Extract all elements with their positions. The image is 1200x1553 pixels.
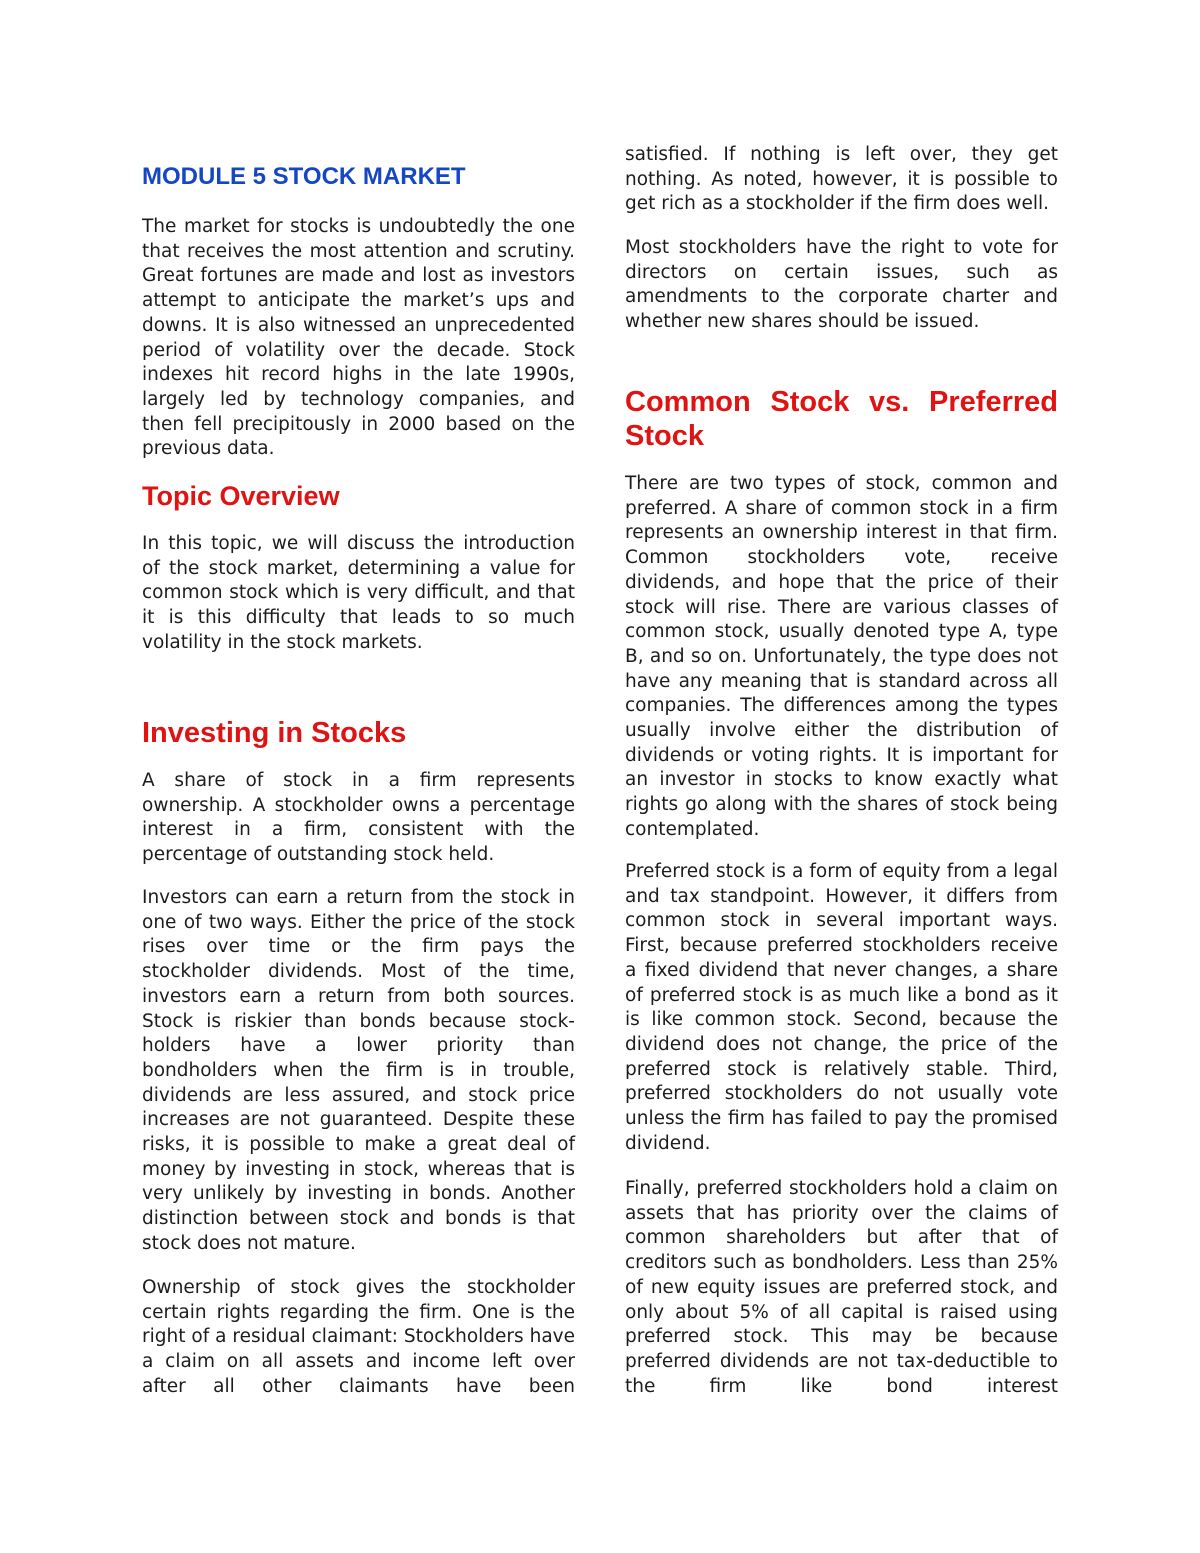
investing-paragraph-2: Investors can earn a return from the stock in one of two ways. Either the price of the stock rises over time or the firm pays the stockholder dividends. Most of the time, investors earn a return from both sources. Stock is riskier than bonds because stock-holders have a lower priority than bondholders when the firm is in trouble, dividends are less assured, and stock price increases are not guaranteed. Despite these risks, it is possible to make a great deal of money by investing in stock, whereas that is very unlikely by investing in bonds. Another distinction between stock and bonds is that stock does not mature.: [142, 887, 575, 1254]
investing-paragraph-3: Ownership of stock gives the stockholder certain rights regarding the firm. One is the right of a residual claimant: Stockholders have a claim on all assets and income left over after all other claimants have been: [142, 1277, 575, 1397]
preferred-stock-paragraph: Preferred stock is a form of equity from a legal and tax standpoint. However, it differs from common stock in several important ways. First, because preferred stockholders receive a fixed dividend that never changes, a share of preferred stock is as much like a bond as it is like common stock. Second, because the dividend does not change, the price of the preferred stock is relatively stable. Third, preferred stockholders do not usually vote unless the firm has failed to pay the promised dividend.: [625, 861, 1058, 1154]
finally-paragraph: Finally, preferred stockholders hold a claim on assets that has priority over the claims of common shareholders but after that of creditors such as bondholders. Less than 25% of new equity issues are preferred stock, and only about 5% of all capital is raised using preferred stock. This may be because preferred dividends are not tax-deductible to the firm like bond interest: [625, 1178, 1058, 1397]
module-title: MODULE 5 STOCK MARKET: [142, 163, 466, 190]
common-vs-preferred-heading: [625, 385, 1058, 453]
continued-paragraph: satisfied. If nothing is left over, they get nothing. As noted, however, it is possible to get rich as a stockholder if the firm does well.: [625, 144, 1058, 215]
common-stock-paragraph: There are two types of stock, common and preferred. A share of common stock in a firm represents an ownership interest in that firm. Common stockholders vote, receive dividends, and hope that the price of their stock will rise. There are various classes of common stock, usually denoted type A, type B, and so on. Unfortunately, the type does not have any meaning that is standard across all companies. The differences among the types usually involve either the distribution of dividends or voting rights. It is important for an investor in stocks to know exactly what rights go along with the shares of stock being contemplated.: [625, 473, 1058, 840]
common-vs-preferred-heading-line2: Stock: [625, 420, 704, 452]
intro-paragraph: The market for stocks is undoubtedly the one that receives the most attention and scrutiny. Great fortunes are made and lost as investors attempt to anticipate the market’s ups and downs. It is also witnessed an unprecedented period of volatility over the decade. Stock indexes hit record highs in the late 1990s, largely led by technology companies, and then fell precipitously in 2000 based on the previous data.: [142, 216, 575, 460]
topic-overview-paragraph: In this topic, we will discuss the introduction of the stock market, determining a value for common stock which is very difficult, and that it is this difficulty that leads to so much volatility in the stock markets.: [142, 533, 575, 653]
investing-in-stocks-heading: Investing in Stocks: [142, 717, 407, 749]
common-vs-preferred-heading-line1: Common Stock vs. Preferred: [625, 386, 1058, 418]
investing-paragraph-1: A share of stock in a firm represents ownership. A stockholder owns a percentage interest in a firm, consistent with the percentage of outstanding stock held.: [142, 770, 575, 866]
topic-overview-heading: Topic Overview: [142, 481, 340, 511]
voting-rights-paragraph: Most stockholders have the right to vote for directors on certain issues, such as amendments to the corporate charter and whether new shares should be issued.: [625, 237, 1058, 333]
